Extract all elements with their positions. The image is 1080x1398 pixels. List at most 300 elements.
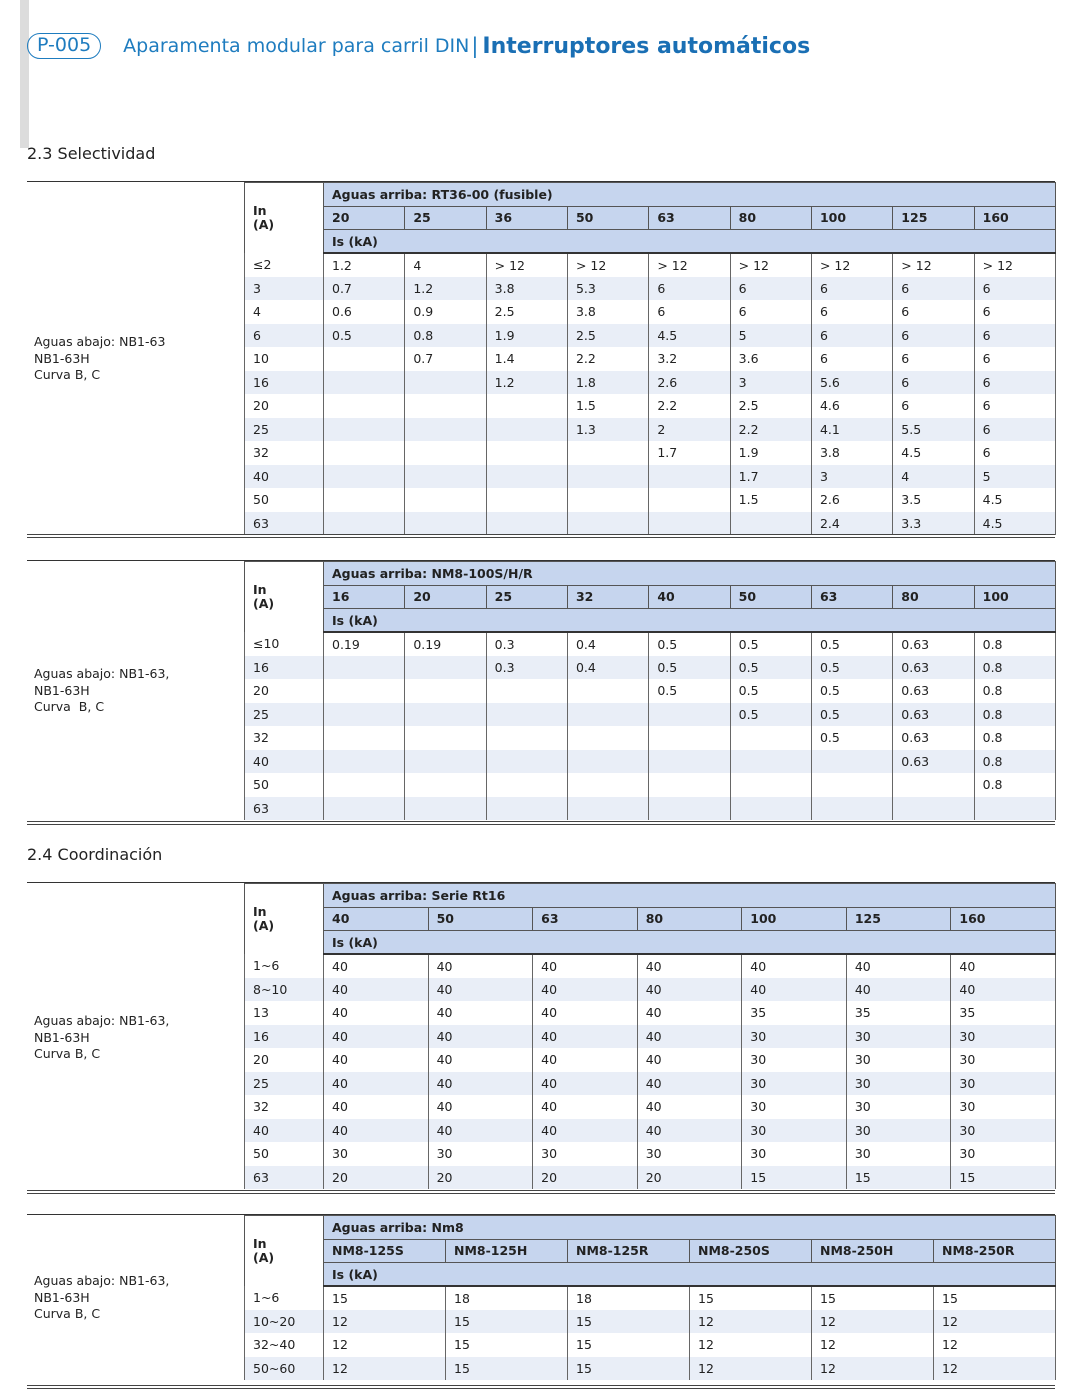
is-value-cell: 30 bbox=[742, 1072, 847, 1096]
is-value-cell bbox=[486, 750, 567, 774]
table-row bbox=[245, 465, 1056, 489]
is-value-cell: 40 bbox=[428, 1048, 533, 1072]
column-header: NM8-250H bbox=[812, 1239, 934, 1263]
in-amps-header bbox=[245, 1216, 324, 1287]
is-value-cell bbox=[405, 394, 486, 418]
column-header: 63 bbox=[649, 206, 730, 230]
table-row bbox=[245, 253, 1056, 277]
downstream-label-line: NB1-63H bbox=[34, 1029, 90, 1045]
is-value-cell: 2.6 bbox=[811, 488, 892, 512]
is-value-cell: 6 bbox=[649, 300, 730, 324]
is-value-cell: 0.5 bbox=[811, 726, 892, 750]
is-value-cell: 4 bbox=[405, 253, 486, 277]
table-row bbox=[245, 1095, 1056, 1119]
upstream-header: Aguas arriba: NM8-100S/H/R bbox=[324, 562, 1056, 586]
is-value-cell bbox=[893, 797, 974, 821]
is-value-cell: 15 bbox=[568, 1310, 690, 1334]
table-row bbox=[245, 441, 1056, 465]
in-value-cell: 32~40 bbox=[245, 1333, 324, 1357]
is-value-cell: 5.5 bbox=[893, 418, 974, 442]
column-header: 25 bbox=[405, 206, 486, 230]
is-value-cell: 15 bbox=[742, 1166, 847, 1190]
downstream-label-line: Aguas abajo: NB1-63, bbox=[34, 1273, 170, 1288]
is-value-cell: 1.5 bbox=[567, 394, 648, 418]
is-value-cell: 30 bbox=[428, 1142, 533, 1166]
is-value-cell: 30 bbox=[742, 1142, 847, 1166]
is-value-cell: 15 bbox=[690, 1286, 812, 1310]
is-value-cell bbox=[567, 465, 648, 489]
downstream-label bbox=[34, 1273, 169, 1323]
is-value-cell: 15 bbox=[446, 1310, 568, 1334]
column-header: 100 bbox=[811, 206, 892, 230]
is-value-cell: 40 bbox=[324, 1048, 429, 1072]
is-value-cell: 0.63 bbox=[893, 679, 974, 703]
in-value-cell: 8~10 bbox=[245, 978, 324, 1002]
is-value-cell: 0.63 bbox=[893, 703, 974, 727]
is-value-cell bbox=[567, 441, 648, 465]
is-value-cell: 0.8 bbox=[974, 773, 1055, 797]
is-value-cell bbox=[811, 797, 892, 821]
table-row bbox=[245, 978, 1056, 1002]
is-value-cell: 1.8 bbox=[567, 371, 648, 395]
is-value-cell: 2.5 bbox=[567, 324, 648, 348]
page-header bbox=[27, 28, 810, 64]
in-value-cell: 4 bbox=[245, 300, 324, 324]
is-value-cell: 6 bbox=[974, 394, 1055, 418]
is-value-cell bbox=[649, 726, 730, 750]
is-value-cell: 40 bbox=[533, 978, 638, 1002]
is-value-cell bbox=[324, 347, 405, 371]
is-value-cell: 30 bbox=[951, 1142, 1056, 1166]
is-value-cell: 0.7 bbox=[324, 277, 405, 301]
is-value-cell: 0.8 bbox=[974, 679, 1055, 703]
is-value-cell: 5.3 bbox=[567, 277, 648, 301]
is-value-cell: 15 bbox=[568, 1333, 690, 1357]
is-value-cell: 2.2 bbox=[567, 347, 648, 371]
is-value-cell: 0.8 bbox=[405, 324, 486, 348]
table-row bbox=[245, 1166, 1056, 1190]
column-header: 125 bbox=[846, 907, 951, 931]
column-header: NM8-125R bbox=[568, 1239, 690, 1263]
table-row bbox=[245, 1048, 1056, 1072]
is-value-cell: 40 bbox=[533, 1048, 638, 1072]
is-value-cell bbox=[567, 488, 648, 512]
table-row bbox=[245, 1357, 1056, 1381]
is-value-cell bbox=[649, 797, 730, 821]
is-value-cell bbox=[405, 465, 486, 489]
in-value-cell: 16 bbox=[245, 371, 324, 395]
table-row bbox=[245, 726, 1056, 750]
downstream-label bbox=[34, 334, 165, 384]
is-value-cell: 1.9 bbox=[486, 324, 567, 348]
downstream-label-line: NB1-63H bbox=[34, 682, 90, 698]
is-value-cell: 1.3 bbox=[567, 418, 648, 442]
in-value-cell: 50~60 bbox=[245, 1357, 324, 1381]
is-value-cell bbox=[324, 750, 405, 774]
is-value-cell: 35 bbox=[846, 1001, 951, 1025]
is-value-cell: 12 bbox=[812, 1310, 934, 1334]
column-header: 40 bbox=[324, 907, 429, 931]
is-value-cell: 4 bbox=[893, 465, 974, 489]
table-row bbox=[245, 300, 1056, 324]
in-amps-header-line: (A) bbox=[253, 596, 275, 611]
in-value-cell: ≤2 bbox=[245, 253, 324, 277]
is-value-cell: 6 bbox=[730, 300, 811, 324]
table-row bbox=[245, 679, 1056, 703]
column-header: 40 bbox=[649, 585, 730, 609]
in-amps-header-line: (A) bbox=[253, 1250, 275, 1265]
is-value-cell: 35 bbox=[951, 1001, 1056, 1025]
is-value-cell: 30 bbox=[846, 1119, 951, 1143]
is-value-cell: 30 bbox=[742, 1048, 847, 1072]
is-value-cell: 40 bbox=[324, 1095, 429, 1119]
column-header: NM8-125S bbox=[324, 1239, 446, 1263]
is-value-cell: 30 bbox=[324, 1142, 429, 1166]
is-value-cell: 40 bbox=[428, 1072, 533, 1096]
is-value-cell: 1.4 bbox=[486, 347, 567, 371]
is-value-cell: 40 bbox=[324, 1001, 429, 1025]
is-value-cell: > 12 bbox=[893, 253, 974, 277]
is-value-cell: 3.2 bbox=[649, 347, 730, 371]
column-header: 125 bbox=[893, 206, 974, 230]
is-value-cell: 40 bbox=[324, 1119, 429, 1143]
is-value-cell: > 12 bbox=[730, 253, 811, 277]
in-value-cell: 1~6 bbox=[245, 1286, 324, 1310]
is-value-cell: 3.3 bbox=[893, 512, 974, 536]
downstream-label-line: Curva B, C bbox=[34, 367, 101, 382]
is-value-cell: 20 bbox=[324, 1166, 429, 1190]
in-value-cell: 16 bbox=[245, 1025, 324, 1049]
is-value-cell: 3.5 bbox=[893, 488, 974, 512]
is-value-cell: 30 bbox=[742, 1119, 847, 1143]
is-value-cell: 30 bbox=[846, 1142, 951, 1166]
is-ka-header: Is (kA) bbox=[324, 230, 1056, 254]
is-value-cell: 1.9 bbox=[730, 441, 811, 465]
is-value-cell: 0.19 bbox=[324, 632, 405, 656]
is-value-cell bbox=[730, 512, 811, 536]
is-ka-header: Is (kA) bbox=[324, 931, 1056, 955]
is-value-cell: 3.8 bbox=[811, 441, 892, 465]
is-value-cell bbox=[405, 703, 486, 727]
column-header: 160 bbox=[974, 206, 1055, 230]
is-ka-header: Is (kA) bbox=[324, 609, 1056, 633]
in-value-cell: 20 bbox=[245, 394, 324, 418]
is-value-cell bbox=[405, 371, 486, 395]
table-block-nm8 bbox=[27, 1214, 1055, 1392]
table-row bbox=[245, 1286, 1056, 1310]
is-value-cell bbox=[567, 512, 648, 536]
is-value-cell: 40 bbox=[428, 1025, 533, 1049]
column-header: 20 bbox=[405, 585, 486, 609]
is-value-cell: 6 bbox=[974, 371, 1055, 395]
in-value-cell: 40 bbox=[245, 750, 324, 774]
is-value-cell bbox=[649, 773, 730, 797]
downstream-label bbox=[34, 1013, 169, 1063]
in-value-cell: 6 bbox=[245, 324, 324, 348]
is-value-cell: 1.2 bbox=[324, 253, 405, 277]
is-value-cell: 0.5 bbox=[811, 703, 892, 727]
column-header: 63 bbox=[533, 907, 638, 931]
in-value-cell: 1~6 bbox=[245, 954, 324, 978]
is-ka-header: Is (kA) bbox=[324, 1263, 1056, 1287]
is-value-cell: 30 bbox=[951, 1119, 1056, 1143]
is-value-cell: 40 bbox=[637, 954, 742, 978]
is-value-cell: 12 bbox=[812, 1333, 934, 1357]
is-value-cell: 40 bbox=[637, 1001, 742, 1025]
is-value-cell: 0.5 bbox=[811, 656, 892, 680]
is-value-cell: 0.5 bbox=[730, 703, 811, 727]
is-value-cell bbox=[567, 726, 648, 750]
in-amps-header bbox=[245, 884, 324, 955]
is-value-cell: 40 bbox=[637, 1048, 742, 1072]
is-value-cell: 40 bbox=[533, 954, 638, 978]
in-value-cell: 50 bbox=[245, 773, 324, 797]
in-value-cell: 25 bbox=[245, 418, 324, 442]
column-header: 160 bbox=[951, 907, 1056, 931]
is-value-cell: 1.2 bbox=[486, 371, 567, 395]
table-block-nm8-100 bbox=[27, 560, 1055, 827]
is-value-cell: 40 bbox=[637, 1095, 742, 1119]
is-value-cell: 0.63 bbox=[893, 726, 974, 750]
is-value-cell: 2.5 bbox=[486, 300, 567, 324]
table-row bbox=[245, 418, 1056, 442]
is-value-cell: 18 bbox=[568, 1286, 690, 1310]
downstream-label-line: Curva B, C bbox=[34, 1046, 101, 1061]
is-value-cell bbox=[405, 488, 486, 512]
is-value-cell: 2.5 bbox=[730, 394, 811, 418]
is-value-cell: 0.8 bbox=[974, 703, 1055, 727]
header-subtitle: Aparamenta modular para carril DIN bbox=[123, 35, 470, 57]
is-value-cell: 15 bbox=[446, 1357, 568, 1381]
in-value-cell: 63 bbox=[245, 1166, 324, 1190]
header-separator: | bbox=[471, 34, 479, 58]
is-value-cell bbox=[486, 465, 567, 489]
is-value-cell: 6 bbox=[893, 394, 974, 418]
table-row bbox=[245, 1333, 1056, 1357]
is-value-cell: 6 bbox=[974, 441, 1055, 465]
in-amps-header-line: (A) bbox=[253, 217, 275, 232]
is-value-cell: 2.4 bbox=[811, 512, 892, 536]
is-value-cell: 30 bbox=[951, 1048, 1056, 1072]
is-value-cell bbox=[730, 750, 811, 774]
is-value-cell: 40 bbox=[951, 954, 1056, 978]
is-value-cell: 4.5 bbox=[974, 512, 1055, 536]
table-row bbox=[245, 632, 1056, 656]
in-value-cell: 25 bbox=[245, 1072, 324, 1096]
is-value-cell: 1.7 bbox=[649, 441, 730, 465]
is-value-cell bbox=[486, 726, 567, 750]
is-value-cell bbox=[324, 394, 405, 418]
downstream-label-line: Aguas abajo: NB1-63, bbox=[34, 666, 170, 681]
is-value-cell: 0.5 bbox=[811, 632, 892, 656]
table-block-rt36 bbox=[27, 181, 1055, 541]
table-row bbox=[245, 656, 1056, 680]
is-value-cell: 40 bbox=[428, 954, 533, 978]
is-value-cell: 2 bbox=[649, 418, 730, 442]
downstream-label-line: Aguas abajo: NB1-63 bbox=[34, 334, 166, 349]
is-value-cell bbox=[567, 750, 648, 774]
table-row bbox=[245, 703, 1056, 727]
table-block-rt16 bbox=[27, 882, 1055, 1196]
is-value-cell: > 12 bbox=[567, 253, 648, 277]
column-header: 100 bbox=[742, 907, 847, 931]
is-value-cell: 40 bbox=[637, 1025, 742, 1049]
is-value-cell bbox=[649, 465, 730, 489]
column-header: 50 bbox=[567, 206, 648, 230]
is-value-cell: 30 bbox=[637, 1142, 742, 1166]
downstream-label bbox=[34, 666, 169, 716]
is-value-cell: 3.8 bbox=[486, 277, 567, 301]
is-value-cell: 2.2 bbox=[730, 418, 811, 442]
column-header: 50 bbox=[730, 585, 811, 609]
selectivity-table-rt36 bbox=[244, 182, 1056, 535]
is-value-cell: 0.3 bbox=[486, 656, 567, 680]
is-value-cell: 12 bbox=[324, 1333, 446, 1357]
is-value-cell: 3 bbox=[730, 371, 811, 395]
is-value-cell: 12 bbox=[934, 1357, 1056, 1381]
is-value-cell bbox=[649, 703, 730, 727]
is-value-cell: 40 bbox=[846, 978, 951, 1002]
is-value-cell bbox=[649, 512, 730, 536]
page-code-badge: P-005 bbox=[27, 33, 101, 59]
is-value-cell bbox=[405, 418, 486, 442]
is-value-cell bbox=[324, 726, 405, 750]
is-value-cell bbox=[405, 797, 486, 821]
column-header: 100 bbox=[974, 585, 1055, 609]
table-row bbox=[245, 1001, 1056, 1025]
is-value-cell: 20 bbox=[533, 1166, 638, 1190]
is-value-cell bbox=[405, 441, 486, 465]
is-value-cell: 0.8 bbox=[974, 726, 1055, 750]
is-value-cell: 40 bbox=[428, 1001, 533, 1025]
is-value-cell: 0.5 bbox=[649, 632, 730, 656]
is-value-cell: 0.63 bbox=[893, 632, 974, 656]
table-row bbox=[245, 1072, 1056, 1096]
is-value-cell: 1.2 bbox=[405, 277, 486, 301]
column-header: NM8-250R bbox=[934, 1239, 1056, 1263]
is-value-cell: 0.5 bbox=[730, 656, 811, 680]
is-value-cell bbox=[405, 679, 486, 703]
is-value-cell: 0.8 bbox=[974, 656, 1055, 680]
in-value-cell: 32 bbox=[245, 726, 324, 750]
downstream-label-line: NB1-63H bbox=[34, 350, 90, 366]
is-value-cell bbox=[486, 418, 567, 442]
is-value-cell bbox=[486, 703, 567, 727]
is-value-cell: 40 bbox=[428, 978, 533, 1002]
column-header: 36 bbox=[486, 206, 567, 230]
is-value-cell bbox=[730, 773, 811, 797]
is-value-cell: 12 bbox=[324, 1357, 446, 1381]
in-value-cell: 3 bbox=[245, 277, 324, 301]
is-value-cell: 40 bbox=[846, 954, 951, 978]
is-value-cell bbox=[486, 394, 567, 418]
is-value-cell: 0.5 bbox=[649, 656, 730, 680]
table-row bbox=[245, 277, 1056, 301]
is-value-cell: 40 bbox=[533, 1095, 638, 1119]
is-value-cell: 12 bbox=[690, 1357, 812, 1381]
in-value-cell: 40 bbox=[245, 465, 324, 489]
is-value-cell: 40 bbox=[742, 954, 847, 978]
column-header: 32 bbox=[567, 585, 648, 609]
is-value-cell: 5 bbox=[974, 465, 1055, 489]
is-value-cell: 12 bbox=[934, 1333, 1056, 1357]
section-title-selectividad: 2.3 Selectividad bbox=[27, 144, 156, 163]
is-value-cell bbox=[486, 488, 567, 512]
is-value-cell: 5.6 bbox=[811, 371, 892, 395]
is-value-cell bbox=[324, 418, 405, 442]
is-value-cell: 40 bbox=[324, 954, 429, 978]
is-value-cell bbox=[405, 750, 486, 774]
is-value-cell: 4.5 bbox=[893, 441, 974, 465]
is-value-cell: 40 bbox=[637, 978, 742, 1002]
is-value-cell: 40 bbox=[637, 1072, 742, 1096]
is-value-cell: 6 bbox=[811, 324, 892, 348]
table-row bbox=[245, 512, 1056, 536]
is-value-cell: 2.6 bbox=[649, 371, 730, 395]
is-value-cell: 30 bbox=[742, 1025, 847, 1049]
is-value-cell: > 12 bbox=[974, 253, 1055, 277]
is-value-cell: 6 bbox=[974, 300, 1055, 324]
table-row bbox=[245, 1142, 1056, 1166]
is-value-cell: 30 bbox=[951, 1072, 1056, 1096]
coordination-table-rt16 bbox=[244, 883, 1056, 1189]
is-value-cell bbox=[730, 797, 811, 821]
is-value-cell bbox=[405, 726, 486, 750]
in-amps-header-line: In bbox=[253, 582, 267, 597]
is-value-cell: 0.19 bbox=[405, 632, 486, 656]
is-value-cell bbox=[486, 797, 567, 821]
is-value-cell: 40 bbox=[533, 1025, 638, 1049]
in-value-cell: 20 bbox=[245, 1048, 324, 1072]
is-value-cell bbox=[486, 679, 567, 703]
is-value-cell: 0.6 bbox=[324, 300, 405, 324]
is-value-cell bbox=[405, 512, 486, 536]
is-value-cell: 0.4 bbox=[567, 632, 648, 656]
is-value-cell: 6 bbox=[893, 300, 974, 324]
upstream-header: Aguas arriba: Serie Rt16 bbox=[324, 884, 1056, 908]
is-value-cell: 12 bbox=[812, 1357, 934, 1381]
in-value-cell: 63 bbox=[245, 512, 324, 536]
is-value-cell: 15 bbox=[812, 1286, 934, 1310]
is-value-cell: 6 bbox=[893, 277, 974, 301]
is-value-cell: 6 bbox=[974, 347, 1055, 371]
is-value-cell: 40 bbox=[533, 1072, 638, 1096]
table-row bbox=[245, 773, 1056, 797]
is-value-cell bbox=[324, 703, 405, 727]
is-value-cell: 12 bbox=[690, 1333, 812, 1357]
is-value-cell: 4.1 bbox=[811, 418, 892, 442]
is-value-cell: 20 bbox=[637, 1166, 742, 1190]
section-title-coordinacion: 2.4 Coordinación bbox=[27, 845, 163, 864]
is-value-cell: 0.9 bbox=[405, 300, 486, 324]
is-value-cell bbox=[324, 465, 405, 489]
in-value-cell: 16 bbox=[245, 656, 324, 680]
column-header: 63 bbox=[811, 585, 892, 609]
in-value-cell: 50 bbox=[245, 488, 324, 512]
is-value-cell: 40 bbox=[428, 1119, 533, 1143]
downstream-label-line: Aguas abajo: NB1-63, bbox=[34, 1013, 170, 1028]
is-value-cell: 0.4 bbox=[567, 656, 648, 680]
is-value-cell bbox=[405, 773, 486, 797]
is-value-cell bbox=[324, 656, 405, 680]
column-header: 80 bbox=[637, 907, 742, 931]
table-row bbox=[245, 347, 1056, 371]
is-value-cell: 40 bbox=[324, 1072, 429, 1096]
is-value-cell: 30 bbox=[951, 1025, 1056, 1049]
is-value-cell bbox=[811, 773, 892, 797]
is-value-cell: 6 bbox=[893, 324, 974, 348]
is-value-cell: 0.5 bbox=[730, 679, 811, 703]
